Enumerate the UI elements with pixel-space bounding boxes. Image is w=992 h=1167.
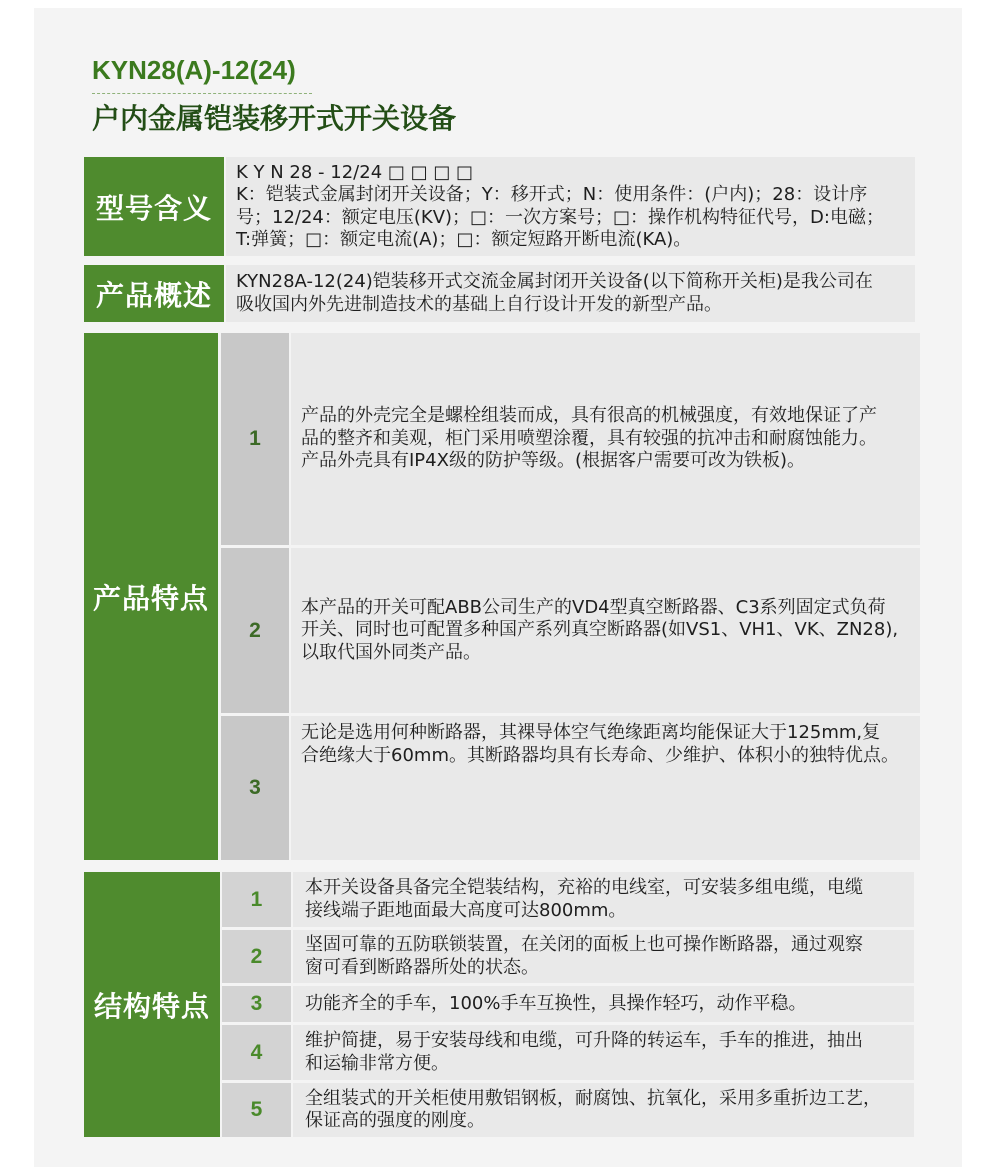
feature-number: 1: [221, 333, 289, 545]
text-line: 功能齐全的手车，100%手车互换性，具操作轻巧，动作平稳。: [305, 992, 807, 1014]
text-line: 开关、同时也可配置多种国产系列真空断路器(如VS1、VH1、VK、ZN28),: [301, 619, 899, 641]
text-line: 维护简捷，易于安装母线和电缆，可升降的转运车，手车的推进，抽出: [305, 1030, 863, 1051]
structure-number: 1: [222, 872, 291, 927]
structure-number: 3: [222, 986, 291, 1022]
text-line: 产品外壳具有IP4X级的防护等级。(根据客户需要可改为铁板)。: [301, 450, 805, 472]
text-line: 无论是选用何种断路器，其裸导体空气绝缘距离均能保证大于125mm,复: [301, 722, 881, 743]
text-line: 保证高的强度的刚度。: [305, 1110, 485, 1131]
structure-text-cell: [293, 930, 914, 983]
title-divider: [92, 93, 312, 94]
structure-text-cell: [293, 872, 914, 927]
feature-text-cell: [291, 548, 920, 713]
structure-text-cell: [293, 1083, 914, 1137]
model-meaning-cell: [226, 157, 915, 256]
page-subtitle: 户内金属铠装移开式开关设备: [92, 102, 457, 135]
feature-number: 2: [221, 548, 289, 713]
text-line: 号；12/24：额定电压(KV)；□：一次方案号；□：操作机构特征代号，D:电磁；: [236, 206, 884, 228]
text-line: KYN28A-12(24)铠装移开式交流金属封闭开关设备(以下简称开关柜)是我公司在: [236, 271, 873, 292]
text-line: 吸收国内外先进制造技术的基础上自行设计开发的新型产品。: [236, 293, 722, 315]
feature-text-cell: [291, 333, 920, 545]
text-line: 合绝缘大于60mm。其断路器均具有长寿命、少维护、体积小的独特优点。: [301, 744, 899, 766]
text-line: 以取代国外同类产品。: [301, 641, 481, 663]
structure-number: 4: [222, 1025, 291, 1080]
text-line: T:弹簧；□：额定电流(A)；□：额定短路开断电流(KA)。: [236, 229, 692, 250]
structure-text-cell: [293, 986, 914, 1022]
structure-number: 5: [222, 1083, 291, 1137]
feature-number: 3: [221, 716, 289, 860]
feature-text-cell: [291, 716, 920, 860]
text-line: 窗可看到断路器所处的状态。: [305, 956, 539, 978]
text-line: 本产品的开关可配ABB公司生产的VD4型真空断路器、C3系列固定式负荷: [301, 596, 886, 618]
section-label-overview: 产品概述: [84, 265, 224, 322]
text-line: 本开关设备具备完全铠装结构，充裕的电线室，可安装多组电缆，电缆: [305, 877, 863, 898]
text-line: 接线端子距地面最大高度可达800mm。: [305, 899, 627, 921]
text-line: 和运输非常方便。: [305, 1052, 449, 1074]
section-label-structure: 结构特点: [84, 872, 220, 1137]
text-line: K Y N 28 - 12/24 □ □ □ □: [236, 161, 474, 183]
section-label-features: 产品特点: [84, 333, 218, 860]
model-title: KYN28(A)-12(24): [92, 55, 296, 85]
text-line: 品的整齐和美观，柜门采用喷塑涂覆，具有较强的抗冲击和耐腐蚀能力。: [301, 427, 877, 449]
overview-cell: [226, 265, 915, 322]
text-line: K：铠装式金属封闭开关设备；Y：移开式；N：使用条件：(户内)；28：设计序: [236, 184, 868, 205]
text-line: 全组装式的开关柜使用敷铝钢板，耐腐蚀、抗氧化，采用多重折边工艺，: [305, 1087, 881, 1109]
structure-number: 2: [222, 930, 291, 983]
text-line: 坚固可靠的五防联锁装置，在关闭的面板上也可操作断路器，通过观察: [305, 934, 863, 955]
text-line: 产品的外壳完全是螺栓组装而成，具有很高的机械强度，有效地保证了产: [301, 405, 877, 427]
section-label-model-meaning: 型号含义: [84, 157, 224, 256]
structure-text-cell: [293, 1025, 914, 1080]
